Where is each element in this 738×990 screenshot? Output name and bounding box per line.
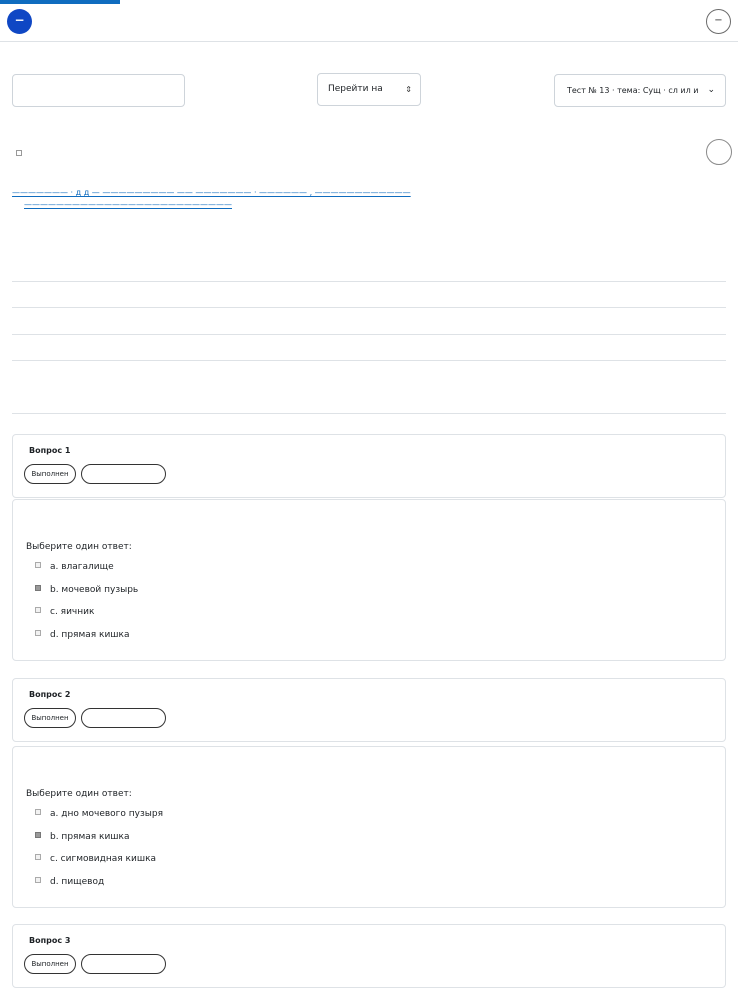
question-state-badge: Выполнен [24,708,76,728]
divider [12,334,726,335]
question-prompt: Выберите один ответ: [26,542,132,552]
drawer-toggle-button[interactable] [706,139,732,165]
flag-question-button[interactable] [81,708,166,728]
answer-option[interactable]: a. влагалище [35,562,114,572]
jump-to-label: Перейти на [328,84,383,94]
question-prompt: Выберите один ответ: [26,789,132,799]
question-info [12,678,726,742]
radio-button[interactable] [35,809,41,815]
question-state-badge: Выполнен [24,954,76,974]
question-info [12,434,726,498]
course-select-value: Тест № 13 · тема: Сущ · сл ил и [567,86,699,95]
menu-icon[interactable]: − [7,9,32,34]
radio-button[interactable] [35,832,41,838]
user-menu-icon[interactable]: − [706,9,731,34]
answer-option[interactable]: c. сигмовидная кишка [35,854,156,864]
question-title: Вопрос 1 [29,446,71,455]
radio-button[interactable] [35,854,41,860]
collapse-checkbox[interactable] [16,150,22,156]
flag-question-button[interactable] [81,954,166,974]
select-arrows-icon: ⇕ [405,85,412,94]
search-input[interactable] [12,74,185,107]
radio-button[interactable] [35,562,41,568]
question-content [12,499,726,661]
question-title: Вопрос 2 [29,690,71,699]
question-info [12,924,726,988]
divider [12,307,726,308]
answer-option[interactable]: d. пищевод [35,877,104,887]
question-content [12,746,726,908]
radio-button[interactable] [35,607,41,613]
question-title: Вопрос 3 [29,936,71,945]
divider [12,360,726,361]
answer-option[interactable]: c. яичник [35,607,94,617]
question-state-badge: Выполнен [24,464,76,484]
radio-button[interactable] [35,877,41,883]
top-navbar [0,4,738,42]
course-select[interactable] [554,74,726,107]
flag-question-button[interactable] [81,464,166,484]
answer-option[interactable]: b. прямая кишка [35,832,130,842]
divider [12,281,726,282]
answer-option[interactable]: a. дно мочевого пузыря [35,809,163,819]
radio-button[interactable] [35,630,41,636]
breadcrumb[interactable] [12,187,532,211]
answer-option[interactable]: d. прямая кишка [35,630,130,640]
breadcrumb-line[interactable]: —————————————————————————— [24,200,232,209]
jump-to-select[interactable] [317,73,421,106]
chevron-down-icon: ⌄ [707,85,715,95]
divider [12,413,726,414]
radio-button[interactable] [35,585,41,591]
breadcrumb-line[interactable]: ——————— · д д — ————————— —— ——————— · —————— , ———————————— [12,188,411,197]
answer-option[interactable]: b. мочевой пузырь [35,585,138,595]
